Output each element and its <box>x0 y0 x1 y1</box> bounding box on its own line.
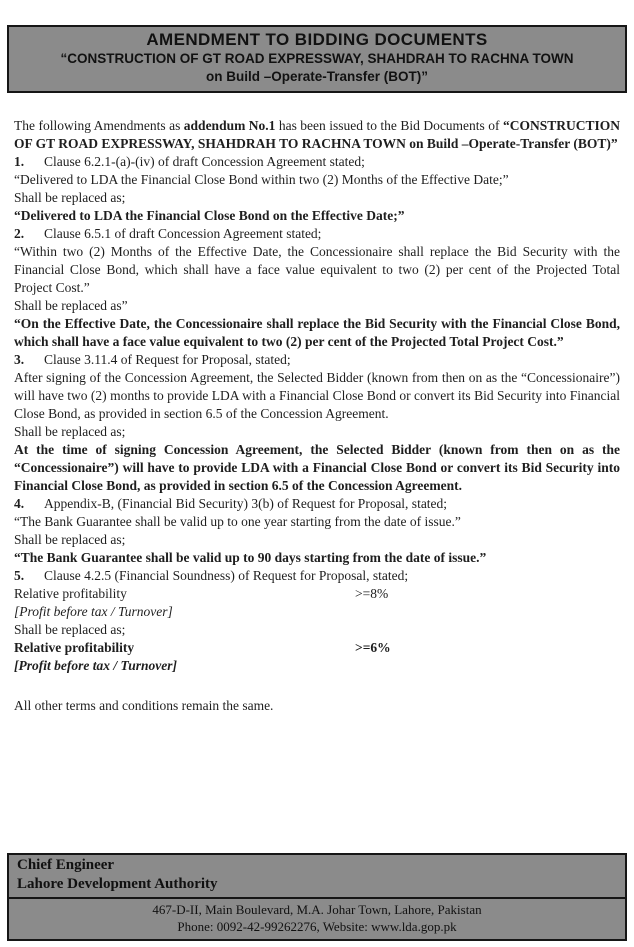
document-header-band <box>7 25 627 93</box>
item-1-heading-text: Clause 6.2.1-(a)-(iv) of draft Concession Agreement stated; <box>44 154 365 169</box>
item-3-heading-text: Clause 3.11.4 of Request for Proposal, stated; <box>44 352 291 367</box>
footer-signatory-title: Chief Engineer <box>17 857 115 873</box>
item-1-original: “Delivered to LDA the Financial Close Bond within two (2) Months of the Effective Date;” <box>14 172 509 187</box>
item-5-number: 5. <box>14 568 25 583</box>
item-5-original-value: >=8% <box>355 586 389 601</box>
amendment-item-5 <box>14 567 620 675</box>
item-5-original-formula: [Profit before tax / Turnover] <box>14 604 173 619</box>
intro-paragraph <box>14 117 620 153</box>
item-1-replacement: “Delivered to LDA the Financial Close Bond on the Effective Date;” <box>14 208 405 223</box>
item-5-heading-text: Clause 4.2.5 (Financial Soundness) of Request for Proposal, stated; <box>44 568 409 583</box>
item-5-heading <box>14 567 620 585</box>
document-subtitle-line1: “CONSTRUCTION OF GT ROAD EXPRESSWAY, SHAHDRAH TO RACHNA TOWN <box>60 51 574 66</box>
item-3-shall: Shall be replaced as; <box>14 424 126 439</box>
amendment-item-2 <box>14 225 620 351</box>
item-5-replacement-row <box>14 639 620 657</box>
document-footer-band <box>7 853 627 941</box>
item-1-heading <box>14 153 620 171</box>
item-1-shall: Shall be replaced as; <box>14 190 126 205</box>
item-4-original: “The Bank Guarantee shall be valid up to one year starting from the date of issue.” <box>14 514 461 529</box>
amendment-item-1 <box>14 153 620 225</box>
item-5-replacement-value: >=6% <box>355 640 391 655</box>
item-2-number: 2. <box>14 226 25 241</box>
footer-address: 467-D-II, Main Boulevard, M.A. Johar Town, Lahore, Pakistan <box>152 902 482 917</box>
footer-organization: Lahore Development Authority <box>17 876 218 892</box>
item-3-heading <box>14 351 620 369</box>
footer-address-block <box>9 899 625 939</box>
item-2-original: “Within two (2) Months of the Effective Date, the Concessionaire shall replace the Bid Security with the Financial Close Bond, which shall have a face value equivalent to two (2) per cent of the Projected Total Project Cost.” <box>14 244 620 295</box>
item-5-original-label: Relative profitability <box>14 586 127 601</box>
closing-statement: All other terms and conditions remain the same. <box>14 698 274 713</box>
item-3-number: 3. <box>14 352 25 367</box>
item-2-heading <box>14 225 620 243</box>
item-2-replacement: “On the Effective Date, the Concessionaire shall replace the Bid Security with the Financial Close Bond, which shall have a face value equivalent to two (2) per cent of the Projected Total Project Cost.” <box>14 316 620 349</box>
amendment-item-4 <box>14 495 620 567</box>
item-4-number: 4. <box>14 496 25 511</box>
document-body <box>14 117 620 715</box>
document-title: AMENDMENT TO BIDDING DOCUMENTS <box>146 30 488 49</box>
document-subtitle-line2: on Build –Operate-Transfer (BOT)” <box>205 69 429 84</box>
intro-addendum-phrase: addendum No.1 <box>183 118 276 133</box>
item-2-shall: Shall be replaced as” <box>14 298 128 313</box>
item-3-original: After signing of the Concession Agreement, the Selected Bidder (known from then on as the “Concessionaire”) will have two (2) months to provide LDA with a Financial Close Bond or convert its Bid Security into Financial Close Bond, as provided in section 6.5 of the Concession Agreement. <box>14 370 620 421</box>
item-5-shall: Shall be replaced as; <box>14 622 126 637</box>
amendment-item-3 <box>14 351 620 495</box>
item-4-shall: Shall be replaced as; <box>14 532 126 547</box>
item-5-original-row <box>14 585 620 603</box>
item-4-heading <box>14 495 620 513</box>
intro-text-before: The following Amendments as <box>14 118 184 133</box>
item-5-replacement-label: Relative profitability <box>14 640 135 655</box>
item-4-replacement: “The Bank Guarantee shall be valid up to 90 days starting from the date of issue.” <box>14 550 487 565</box>
item-5-replacement-formula: [Profit before tax / Turnover] <box>14 658 177 673</box>
item-3-replacement: At the time of signing Concession Agreement, the Selected Bidder (known from then on as the “Concessionaire”) will have to provide LDA with a Financial Close Bond or convert its Bid Security into Financial Close Bond, as provided in section 6.5 of the Concession Agreement. <box>14 442 620 493</box>
item-4-heading-text: Appendix-B, (Financial Bid Security) 3(b) of Request for Proposal, stated; <box>44 496 448 511</box>
intro-project-title: “CONSTRUCTION OF GT ROAD EXPRESSWAY, SHAHDRAH TO RACHNA TOWN on Build –Operate-Transfer (BOT)” <box>14 118 620 151</box>
footer-contact: Phone: 0092-42-99262276, Website: www.lda.gop.pk <box>177 919 457 934</box>
intro-text-after: has been issued to the Bid Documents of <box>275 118 503 133</box>
item-1-number: 1. <box>14 154 25 169</box>
item-2-heading-text: Clause 6.5.1 of draft Concession Agreement stated; <box>44 226 322 241</box>
footer-signatory-block <box>9 855 625 899</box>
